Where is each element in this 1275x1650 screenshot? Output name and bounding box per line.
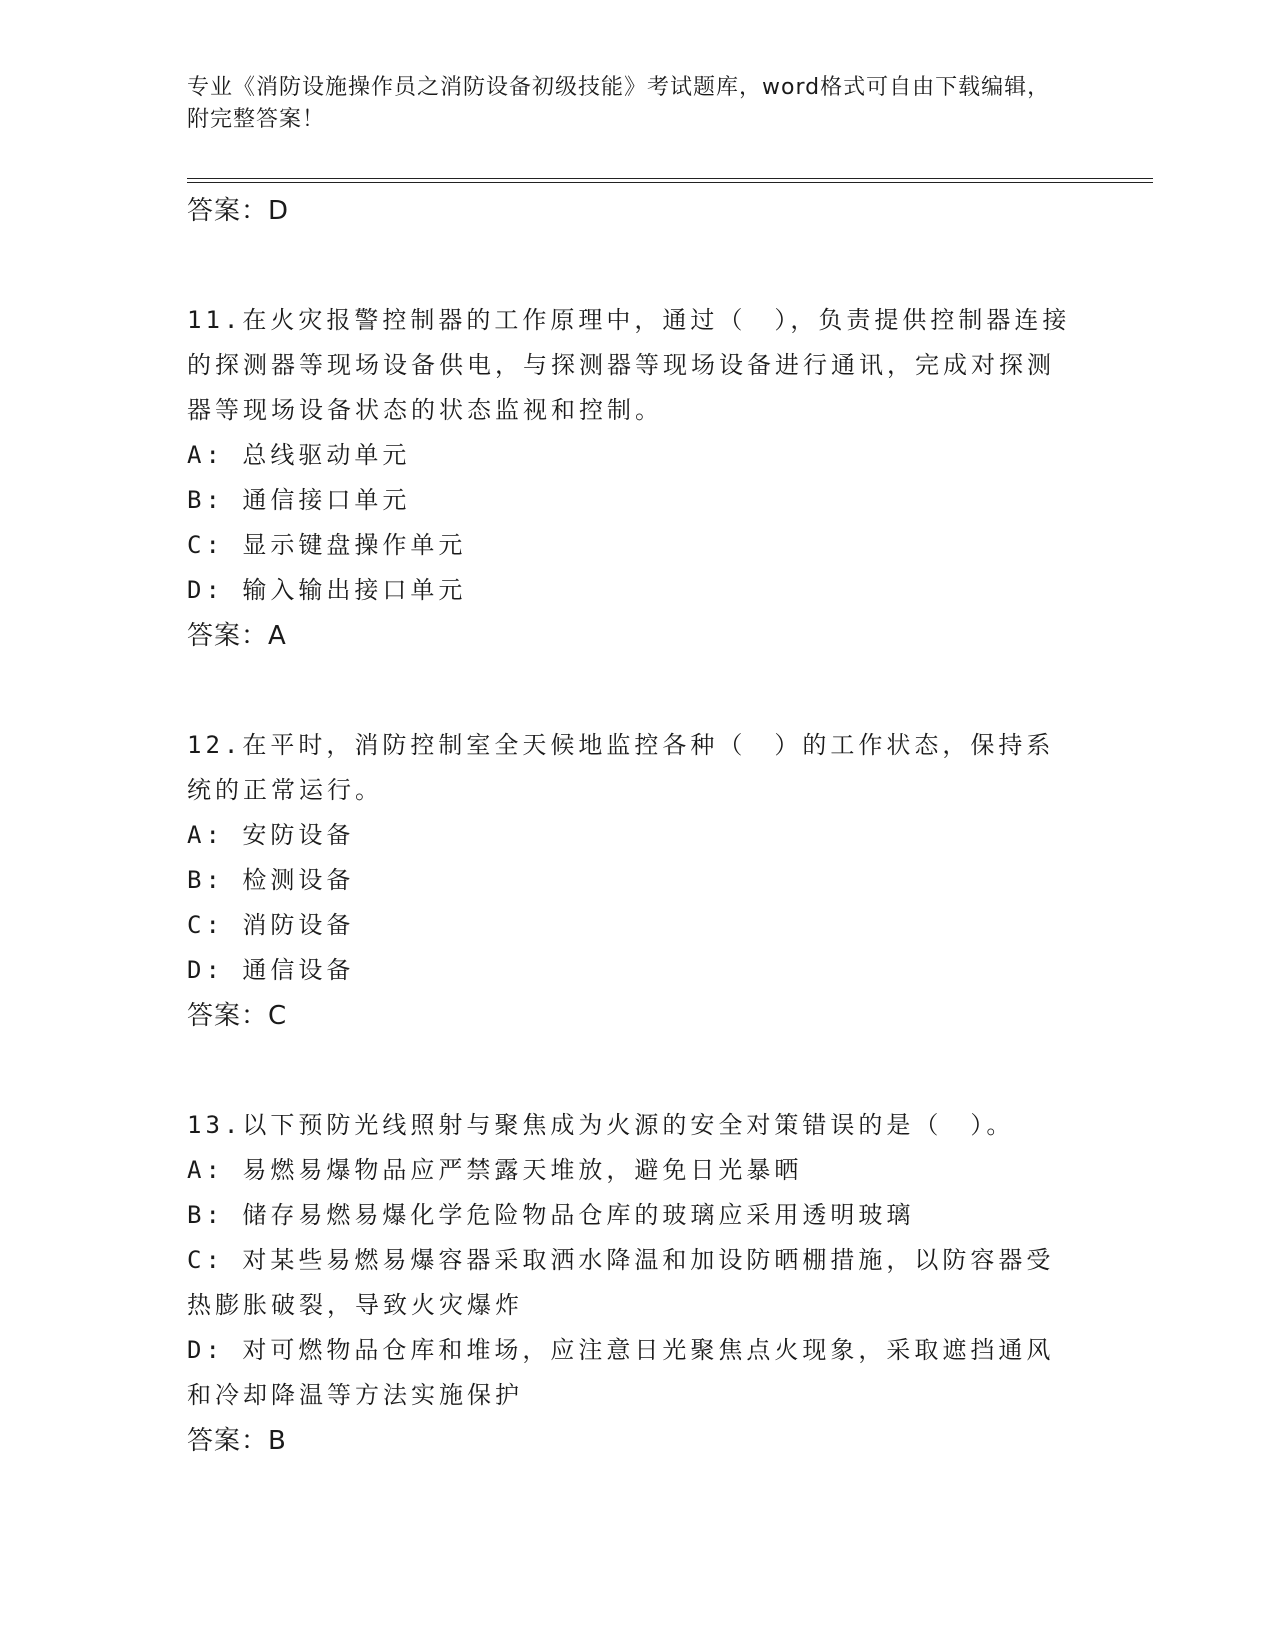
answer: 答案：A (187, 621, 287, 651)
header-rule-top (187, 178, 1153, 179)
answer: 答案：B (187, 1426, 287, 1456)
header-text: 专业《消防设施操作员之消防设备初级技能》考试题库，word格式可自由下载编辑，附完整答案！ (187, 75, 1051, 132)
question-stem: 13.以下预防光线照射与聚焦成为火源的安全对策错误的是（ ）。 (187, 1111, 1015, 1139)
option-a: A: 安防设备 (187, 821, 355, 849)
option-c: C: 消防设备 (187, 911, 355, 939)
option-d: D: 对可燃物品仓库和堆场，应注意日光聚焦点火现象，采取遮挡通风和冷却降温等方法实施保护 (187, 1336, 1055, 1409)
option-b: B: 通信接口单元 (187, 486, 411, 514)
question-stem: 12.在平时，消防控制室全天候地监控各种（ ）的工作状态，保持系统的正常运行。 (187, 731, 1055, 804)
header-rule-bottom (187, 182, 1153, 183)
question-12 (187, 723, 1077, 1039)
answer: 答案：C (187, 1001, 288, 1031)
option-b: B: 检测设备 (187, 866, 355, 894)
option-d: D: 输入输出接口单元 (187, 576, 467, 604)
document-header (187, 72, 1067, 136)
option-c: C: 对某些易燃易爆容器采取洒水降温和加设防晒棚措施，以防容器受热膨胀破裂，导致火灾爆炸 (187, 1246, 1055, 1319)
question-13 (187, 1103, 1077, 1464)
question-11 (187, 298, 1077, 659)
question-stem: 11.在火灾报警控制器的工作原理中，通过（ ），负责提供控制器连接的探测器等现场设备供电，与探测器等现场设备进行通讯，完成对探测器等现场设备状态的状态监视和控制。 (187, 306, 1071, 424)
option-b: B: 储存易燃易爆化学危险物品仓库的玻璃应采用透明玻璃 (187, 1201, 915, 1229)
option-a: A: 易燃易爆物品应严禁露天堆放，避免日光暴晒 (187, 1156, 803, 1184)
question-list (187, 188, 1077, 1464)
option-a: A: 总线驱动单元 (187, 441, 411, 469)
previous-answer: 答案：D (187, 196, 290, 226)
option-c: C: 显示键盘操作单元 (187, 531, 467, 559)
option-d: D: 通信设备 (187, 956, 355, 984)
